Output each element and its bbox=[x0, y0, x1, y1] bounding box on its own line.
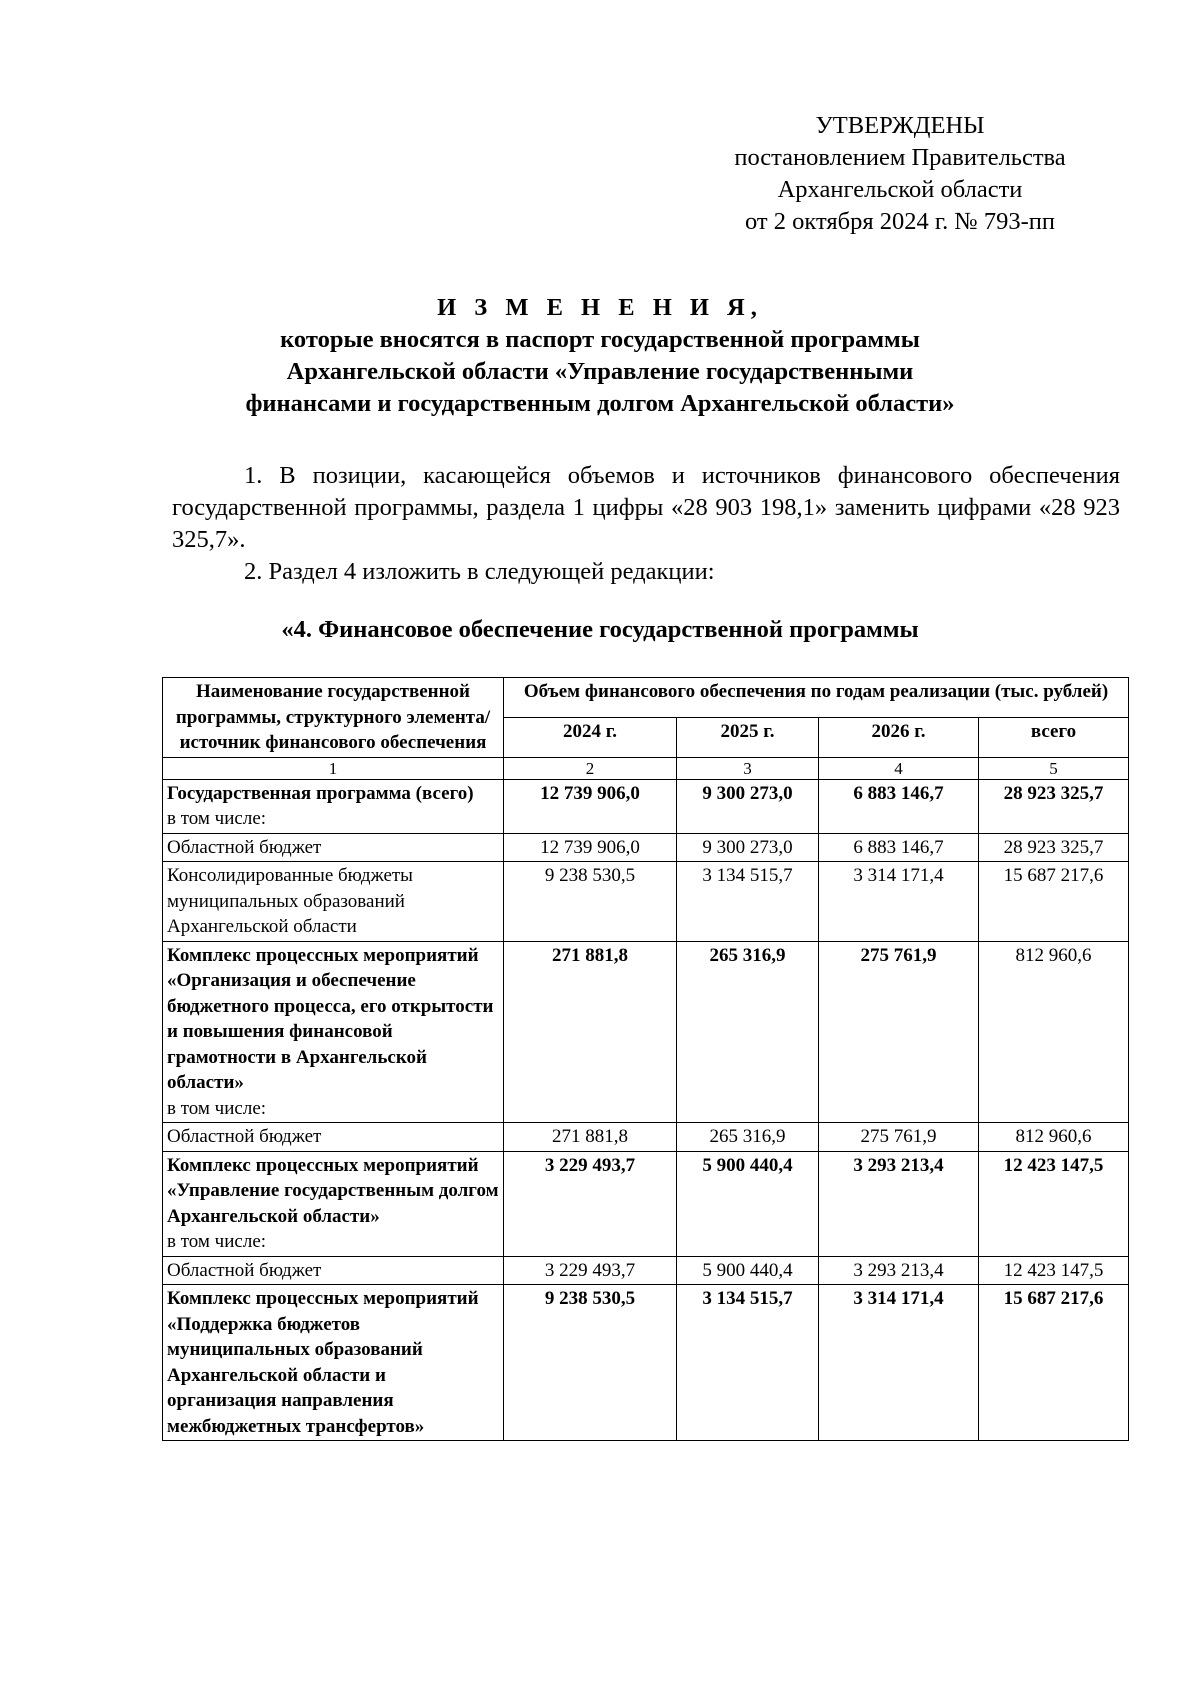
approval-stamp bbox=[690, 110, 1110, 238]
row-name: Консолидированные бюджеты муниципальных образований Архангельской области bbox=[163, 862, 504, 942]
value-2026: 3 314 171,4 bbox=[819, 862, 979, 942]
approval-resolution: постановлением Правительства bbox=[734, 144, 1066, 171]
header-2024: 2024 г. bbox=[504, 717, 677, 757]
row-name: Государственная программа (всего) bbox=[167, 782, 474, 804]
value-2025: 265 316,9 bbox=[677, 941, 819, 1123]
row-subnote: в том числе: bbox=[167, 808, 267, 829]
table-index-row bbox=[163, 757, 1129, 779]
table-row bbox=[163, 779, 1129, 833]
table-row bbox=[163, 1285, 1129, 1441]
value-2026: 6 883 146,7 bbox=[819, 833, 979, 862]
index-cell: 2 bbox=[504, 757, 677, 779]
header-total: всего bbox=[979, 717, 1129, 757]
table-row bbox=[163, 941, 1129, 1123]
row-name: Областной бюджет bbox=[163, 1123, 504, 1152]
value-2024: 271 881,8 bbox=[504, 1123, 677, 1152]
row-name: Областной бюджет bbox=[163, 833, 504, 862]
approval-word: УТВЕРЖДЕНЫ bbox=[815, 112, 985, 139]
value-2025: 5 900 440,4 bbox=[677, 1256, 819, 1285]
header-2025: 2025 г. bbox=[677, 717, 819, 757]
value-2025: 3 134 515,7 bbox=[677, 862, 819, 942]
value-2026: 3 293 213,4 bbox=[819, 1256, 979, 1285]
value-total: 15 687 217,6 bbox=[979, 862, 1129, 942]
approval-region: Архангельской области bbox=[777, 176, 1023, 203]
paragraph-1: 1. В позиции, касающейся объемов и источников финансового обеспечения государственной программы, раздела 1 цифры «28 903 198,1» заменить цифрами «28 923 325,7». bbox=[172, 462, 1120, 553]
value-2024: 3 229 493,7 bbox=[504, 1151, 677, 1256]
value-total: 28 923 325,7 bbox=[979, 779, 1129, 833]
value-2025: 9 300 273,0 bbox=[677, 779, 819, 833]
index-cell: 4 bbox=[819, 757, 979, 779]
title-heading: И З М Е Н Е Н И Я, bbox=[437, 294, 763, 321]
value-total: 12 423 147,5 bbox=[979, 1256, 1129, 1285]
value-2026: 6 883 146,7 bbox=[819, 779, 979, 833]
value-2025: 3 134 515,7 bbox=[677, 1285, 819, 1441]
title-line-2: Архангельской области «Управление государственными bbox=[286, 358, 914, 385]
value-total: 15 687 217,6 bbox=[979, 1285, 1129, 1441]
table-row bbox=[163, 1151, 1129, 1256]
value-2024: 12 739 906,0 bbox=[504, 833, 677, 862]
header-2026: 2026 г. bbox=[819, 717, 979, 757]
value-2026: 3 314 171,4 bbox=[819, 1285, 979, 1441]
paragraph-2: 2. Раздел 4 изложить в следующей редакции: bbox=[244, 558, 715, 585]
value-2026: 275 761,9 bbox=[819, 1123, 979, 1152]
value-total: 28 923 325,7 bbox=[979, 833, 1129, 862]
row-name-cell bbox=[163, 941, 504, 1123]
header-name: Наименование государственной программы, структурного элемента/источник финансового обеспечения bbox=[163, 678, 504, 758]
title-line-1: которые вносятся в паспорт государственной программы bbox=[280, 326, 920, 353]
index-cell: 3 bbox=[677, 757, 819, 779]
value-2024: 271 881,8 bbox=[504, 941, 677, 1123]
value-2024: 12 739 906,0 bbox=[504, 779, 677, 833]
row-name: Областной бюджет bbox=[163, 1256, 504, 1285]
row-name: Комплекс процессных мероприятий «Управление государственным долгом Архангельской области» bbox=[167, 1154, 499, 1227]
header-volume: Объем финансового обеспечения по годам реализации (тыс. рублей) bbox=[504, 678, 1129, 718]
value-2026: 275 761,9 bbox=[819, 941, 979, 1123]
value-2025: 265 316,9 bbox=[677, 1123, 819, 1152]
table-header-row bbox=[163, 678, 1129, 718]
financing-table bbox=[162, 677, 1129, 1441]
section-4-heading: «4. Финансовое обеспечение государственной программы bbox=[281, 616, 919, 643]
document-title bbox=[150, 292, 1050, 420]
table-row bbox=[163, 833, 1129, 862]
table-row bbox=[163, 862, 1129, 942]
row-subnote: в том числе: bbox=[167, 1231, 267, 1252]
document-body bbox=[172, 460, 1120, 588]
index-cell: 5 bbox=[979, 757, 1129, 779]
table-row bbox=[163, 1256, 1129, 1285]
row-subnote: в том числе: bbox=[167, 1097, 267, 1119]
value-total: 812 960,6 bbox=[979, 941, 1129, 1123]
value-2025: 5 900 440,4 bbox=[677, 1151, 819, 1256]
value-total: 12 423 147,5 bbox=[979, 1151, 1129, 1256]
index-cell: 1 bbox=[163, 757, 504, 779]
value-2025: 9 300 273,0 bbox=[677, 833, 819, 862]
value-2024: 9 238 530,5 bbox=[504, 862, 677, 942]
value-2024: 9 238 530,5 bbox=[504, 1285, 677, 1441]
row-name: Комплекс процессных мероприятий «Поддержка бюджетов муниципальных образований Архангельской области и организация направления межбюджетных трансфертов» bbox=[163, 1285, 504, 1441]
row-name-cell bbox=[163, 779, 504, 833]
value-2026: 3 293 213,4 bbox=[819, 1151, 979, 1256]
value-2024: 3 229 493,7 bbox=[504, 1256, 677, 1285]
row-name-cell bbox=[163, 1151, 504, 1256]
value-total: 812 960,6 bbox=[979, 1123, 1129, 1152]
approval-date-number: от 2 октября 2024 г. № 793-пп bbox=[744, 208, 1056, 235]
row-name: Комплекс процессных мероприятий «Организация и обеспечение бюджетного процесса, его открытости и повышения финансовой грамотности в Архангельской области» bbox=[167, 944, 494, 1093]
title-line-3: финансами и государственным долгом Архангельской области» bbox=[245, 390, 955, 417]
table-row bbox=[163, 1123, 1129, 1152]
